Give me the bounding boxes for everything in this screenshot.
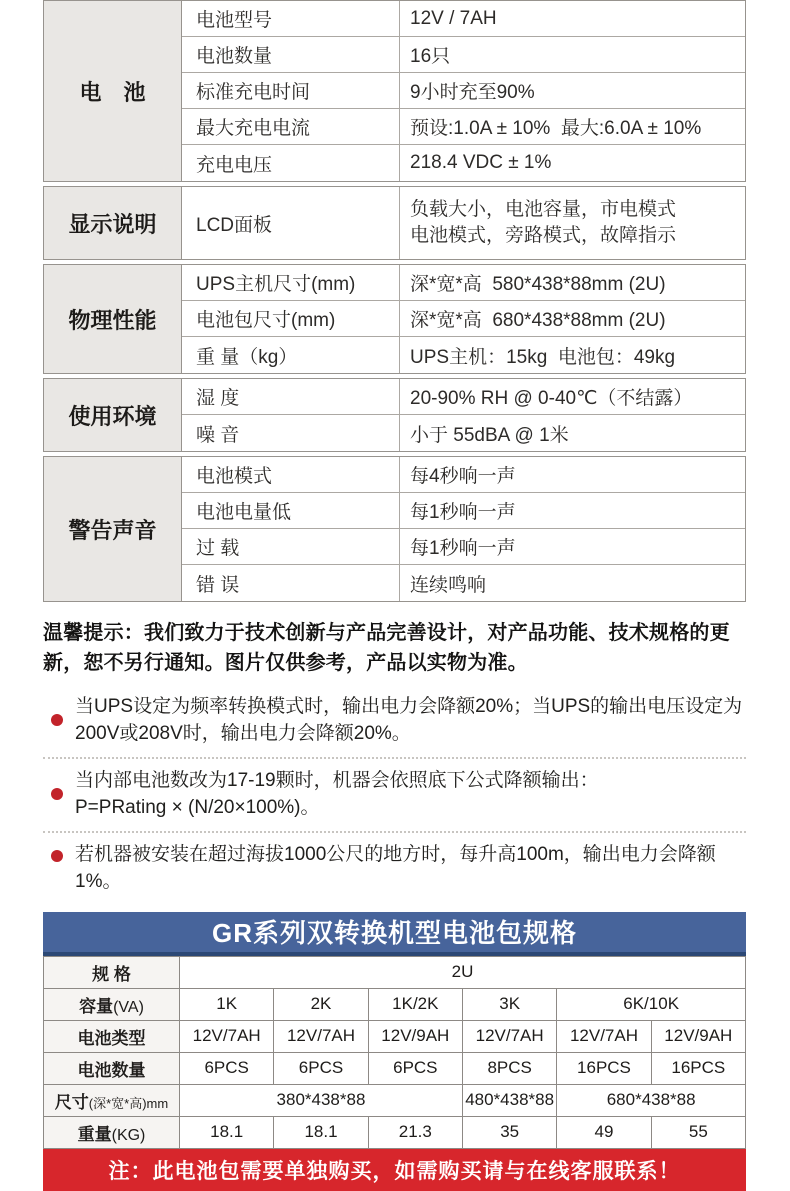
pack-row-label	[44, 1084, 180, 1116]
pack-cell: 35	[462, 1116, 556, 1148]
spec-row	[182, 145, 745, 181]
pack-cell: 12V/9AH	[368, 1020, 462, 1052]
spec-row-label: 重 量（kg）	[182, 337, 400, 373]
bullet-dot-icon	[51, 714, 63, 726]
pack-cell: 6PCS	[274, 1052, 368, 1084]
spec-row-value: 小于 55dBA @ 1米	[410, 424, 569, 446]
pack-cell: 3K	[462, 988, 556, 1020]
spec-row-value: 深*宽*高 680*438*88mm (2U)	[410, 310, 666, 331]
spec-row-value: 深*宽*高 580*438*88mm (2U)	[410, 274, 666, 295]
pack-row-size	[44, 1084, 746, 1116]
pack-row-label: 规 格	[44, 956, 180, 988]
pack-row-battery-type	[44, 1020, 746, 1052]
bullet-text: 若机器被安装在超过海拔1000公尺的地方时，每升高100m，输出电力会降额1%。	[75, 843, 716, 892]
spec-row	[182, 379, 745, 415]
pack-cell: 8PCS	[462, 1052, 556, 1084]
pack-cell: 21.3	[368, 1116, 462, 1148]
pack-cell: 18.1	[274, 1116, 368, 1148]
pack-cell: 55	[651, 1116, 745, 1148]
spec-row-value: 每1秒响一声	[410, 538, 516, 559]
spec-row-value: 每4秒响一声	[410, 466, 516, 487]
bullet-item	[43, 842, 746, 896]
spec-row-label: 电池型号	[182, 1, 400, 36]
spec-value-line2: 电池模式，旁路模式，故障指示	[410, 225, 677, 246]
pack-footer-note: 注：此电池包需要单独购买，如需购买请与在线客服联系！	[43, 1149, 746, 1191]
pack-cell: 18.1	[180, 1116, 274, 1148]
pack-cell: 480*438*88	[462, 1084, 556, 1116]
pack-row-label: 电池数量	[44, 1052, 180, 1084]
spec-rows	[182, 457, 745, 601]
pack-row-label: 电池类型	[44, 1020, 180, 1052]
spec-row-label: 最大充电电流	[182, 109, 400, 144]
pack-cell: 12V/7AH	[180, 1020, 274, 1052]
spec-row	[182, 565, 745, 601]
pack-table-title: GR系列双转换机型电池包规格	[43, 912, 746, 956]
category-label-display: 显示说明	[44, 187, 182, 259]
spec-row-label: 过 载	[182, 529, 400, 564]
pack-label-unit: (KG)	[111, 1126, 146, 1144]
spec-row-value: 9小时充至90%	[410, 82, 535, 103]
pack-cell: 680*438*88	[557, 1084, 746, 1116]
spec-row-label: 电池电量低	[182, 493, 400, 528]
pack-cell: 6K/10K	[557, 988, 746, 1020]
category-label-environment: 使用环境	[44, 379, 182, 451]
spec-row-label: UPS主机尺寸(mm)	[182, 265, 400, 300]
spec-row-label: 充电电压	[182, 145, 400, 181]
bullet-text: 当UPS设定为频率转换模式时，输出电力会降额20%；当UPS的输出电压设定为200V或208V时，输出电力会降额20%。	[75, 696, 743, 744]
spec-row-label: 电池包尺寸(mm)	[182, 301, 400, 336]
pack-row-weight	[44, 1116, 746, 1148]
pack-cell: 12V/7AH	[462, 1020, 556, 1052]
bullet-list	[43, 694, 746, 896]
spec-row-label: 标准充电时间	[182, 73, 400, 108]
pack-row-label	[44, 988, 180, 1020]
pack-cell: 2K	[274, 988, 368, 1020]
spec-row	[182, 301, 745, 337]
pack-cell: 49	[557, 1116, 651, 1148]
spec-section-alarm	[43, 456, 746, 602]
spec-row	[182, 1, 745, 37]
pack-label-main: 尺寸	[54, 1092, 89, 1112]
pack-label-unit: (VA)	[113, 998, 144, 1016]
pack-cell: 6PCS	[368, 1052, 462, 1084]
pack-label-main: 重量	[77, 1124, 112, 1144]
bullet-separator	[43, 831, 746, 833]
spec-row-value: 预设:1.0A ± 10% 最大:6.0A ± 10%	[410, 118, 702, 139]
spec-row-label: 噪 音	[182, 415, 400, 451]
spec-table	[43, 0, 746, 602]
pack-cell: 1K	[180, 988, 274, 1020]
pack-cell: 12V/7AH	[274, 1020, 368, 1052]
spec-rows	[182, 265, 745, 373]
spec-section-physical	[43, 264, 746, 374]
pack-label-unit: (深*宽*高)mm	[88, 1095, 169, 1111]
spec-row	[182, 493, 745, 529]
pack-row-spec	[44, 956, 746, 988]
pack-cell: 12V/7AH	[557, 1020, 651, 1052]
bullet-dot-icon	[51, 788, 63, 800]
spec-row-label: 电池模式	[182, 457, 400, 492]
page	[43, 0, 746, 1191]
category-label-alarm: 警告声音	[44, 457, 182, 601]
spec-row-label: LCD面板	[182, 187, 400, 259]
spec-row	[182, 187, 745, 259]
pack-cell: 6PCS	[180, 1052, 274, 1084]
spec-section-display	[43, 186, 746, 260]
spec-row	[182, 457, 745, 493]
pack-row-battery-qty	[44, 1052, 746, 1084]
bullet-text-line2: P=PRating × (N/20×100%)。	[75, 796, 320, 818]
spec-row-value: 16只	[410, 46, 451, 67]
pack-cell: 16PCS	[557, 1052, 651, 1084]
pack-cell: 16PCS	[651, 1052, 745, 1084]
spec-row	[182, 109, 745, 145]
spec-row-label: 错 误	[182, 565, 400, 601]
spec-row-value: 218.4 VDC ± 1%	[410, 152, 552, 173]
spec-rows	[182, 1, 745, 181]
spec-row	[182, 337, 745, 373]
bullet-text-line1: 当内部电池数改为17-19颗时，机器会依照底下公式降额输出：	[75, 769, 599, 791]
bullet-dot-icon	[51, 850, 63, 862]
pack-cell: 12V/9AH	[651, 1020, 745, 1052]
pack-row-capacity	[44, 988, 746, 1020]
bullet-separator	[43, 757, 746, 759]
bullet-item	[43, 694, 746, 748]
bullet-item	[43, 768, 746, 822]
spec-row	[182, 73, 745, 109]
spec-row-value: 12V / 7AH	[410, 7, 497, 29]
spec-rows	[182, 379, 745, 451]
spec-row-value: 连续鸣响	[410, 574, 487, 596]
pack-row-label	[44, 1116, 180, 1148]
pack-cell: 1K/2K	[368, 988, 462, 1020]
spec-row-label: 电池数量	[182, 37, 400, 72]
category-label-battery: 电 池	[44, 1, 182, 181]
spec-section-environment	[43, 378, 746, 452]
pack-cell-spec: 2U	[180, 956, 746, 988]
pack-label-main: 容量	[79, 996, 114, 1016]
notice-text: 温馨提示：我们致力于技术创新与产品完善设计，对产品功能、技术规格的更新，恕不另行通知。图片仅供参考，产品以实物为准。	[43, 622, 730, 674]
pack-table-grid	[43, 956, 746, 1149]
category-label-physical: 物理性能	[44, 265, 182, 373]
spec-row-label: 湿 度	[182, 379, 400, 414]
spec-row-value	[400, 187, 745, 259]
spec-row-value: 20-90% RH @ 0-40℃（不结露）	[410, 388, 693, 409]
spec-section-battery	[43, 0, 746, 182]
spec-row-value: 每1秒响一声	[410, 502, 516, 523]
battery-pack-table	[43, 912, 746, 1191]
spec-row	[182, 415, 745, 451]
spec-value-line1: 负载大小，电池容量，市电模式	[410, 199, 677, 221]
spec-rows	[182, 187, 745, 259]
pack-cell: 380*438*88	[180, 1084, 463, 1116]
spec-row	[182, 265, 745, 301]
spec-row	[182, 529, 745, 565]
spec-row-value: UPS主机：15kg 电池包：49kg	[410, 346, 676, 368]
spec-row	[182, 37, 745, 73]
